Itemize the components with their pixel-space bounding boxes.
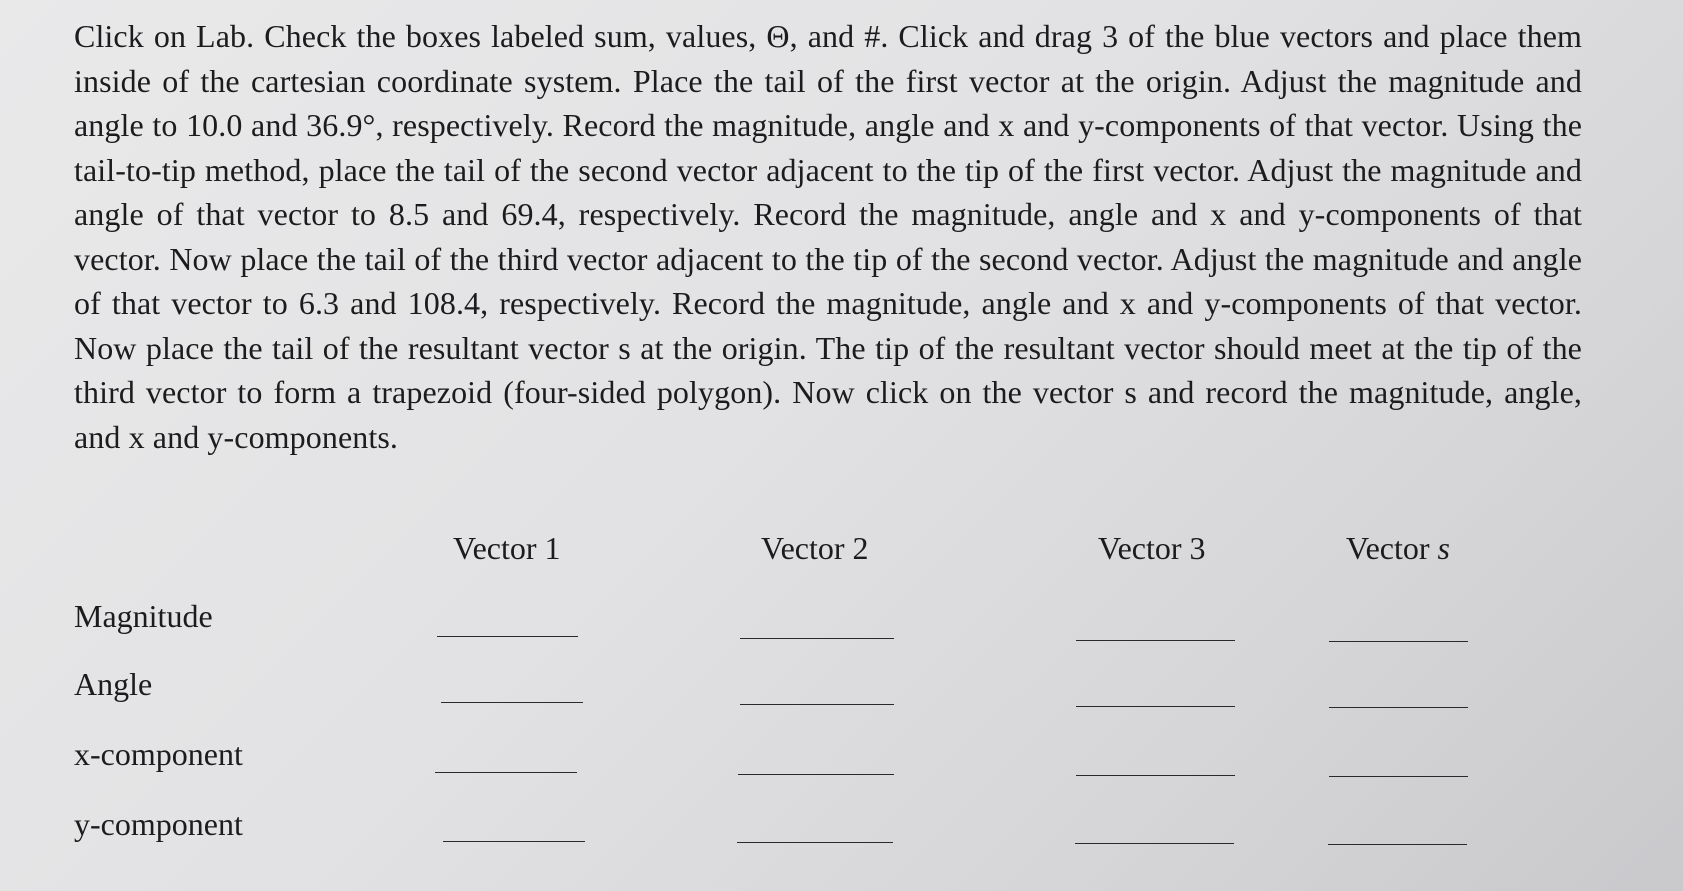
blank-x-component-vector-2[interactable] (738, 774, 894, 775)
row-label-y-component: y-component (74, 806, 243, 842)
blank-y-component-vector-2[interactable] (737, 842, 893, 843)
column-header-vector-2: Vector 2 (761, 530, 869, 566)
blank-y-component-vector-3[interactable] (1075, 843, 1234, 844)
blank-x-component-vector-3[interactable] (1076, 775, 1235, 776)
blank-magnitude-vector-s[interactable] (1329, 641, 1468, 642)
blank-angle-vector-s[interactable] (1329, 707, 1468, 708)
row-label-angle: Angle (74, 666, 153, 702)
column-header-vector-3: Vector 3 (1098, 530, 1206, 566)
blank-angle-vector-3[interactable] (1076, 706, 1235, 707)
column-header-vector-s (1346, 528, 1450, 568)
blank-x-component-vector-s[interactable] (1329, 776, 1468, 777)
blank-magnitude-vector-1[interactable] (437, 636, 578, 637)
blank-angle-vector-1[interactable] (441, 702, 583, 703)
row-label-x-component: x-component (74, 736, 243, 772)
blank-x-component-vector-1[interactable] (435, 772, 577, 773)
blank-magnitude-vector-3[interactable] (1076, 640, 1235, 641)
row-label-magnitude: Magnitude (74, 598, 213, 634)
column-header-vector-1: Vector 1 (453, 530, 561, 566)
blank-angle-vector-2[interactable] (740, 704, 894, 705)
blank-magnitude-vector-2[interactable] (740, 638, 894, 639)
column-header-vector-s-symbol: s (1437, 530, 1450, 566)
blank-y-component-vector-1[interactable] (443, 841, 585, 842)
blank-y-component-vector-s[interactable] (1328, 844, 1467, 845)
instructions-paragraph: Click on Lab. Check the boxes labeled sum, values, Θ, and #. Click and drag 3 of the blue vectors and place them inside of the cartesian coordinate system. Place the tail of the first vector at the origin. Adjust the magnitude and angle to 10.0 and 36.9°, respectively. Record the magnitude, angle and x and y-components of that vector. Using the tail-to-tip method, place the tail of the second vector adjacent to the tip of the first vector. Adjust the magnitude and angle of that vector to 8.5 and 69.4, respectively. Record the magnitude, angle and x and y-components of that vector. Now place the tail of the third vector adjacent to the tip of the second vector. Adjust the magnitude and angle of that vector to 6.3 and 108.4, respectively. Record the magnitude, angle and x and y-components of that vector. Now place the tail of the resultant vector s at the origin. The tip of the resultant vector should meet at the tip of the third vector to form a trapezoid (four-sided polygon). Now click on the vector s and record the magnitude, angle, and x and y-components. (74, 18, 1582, 455)
column-header-vector-s-prefix: Vector (1346, 530, 1430, 566)
